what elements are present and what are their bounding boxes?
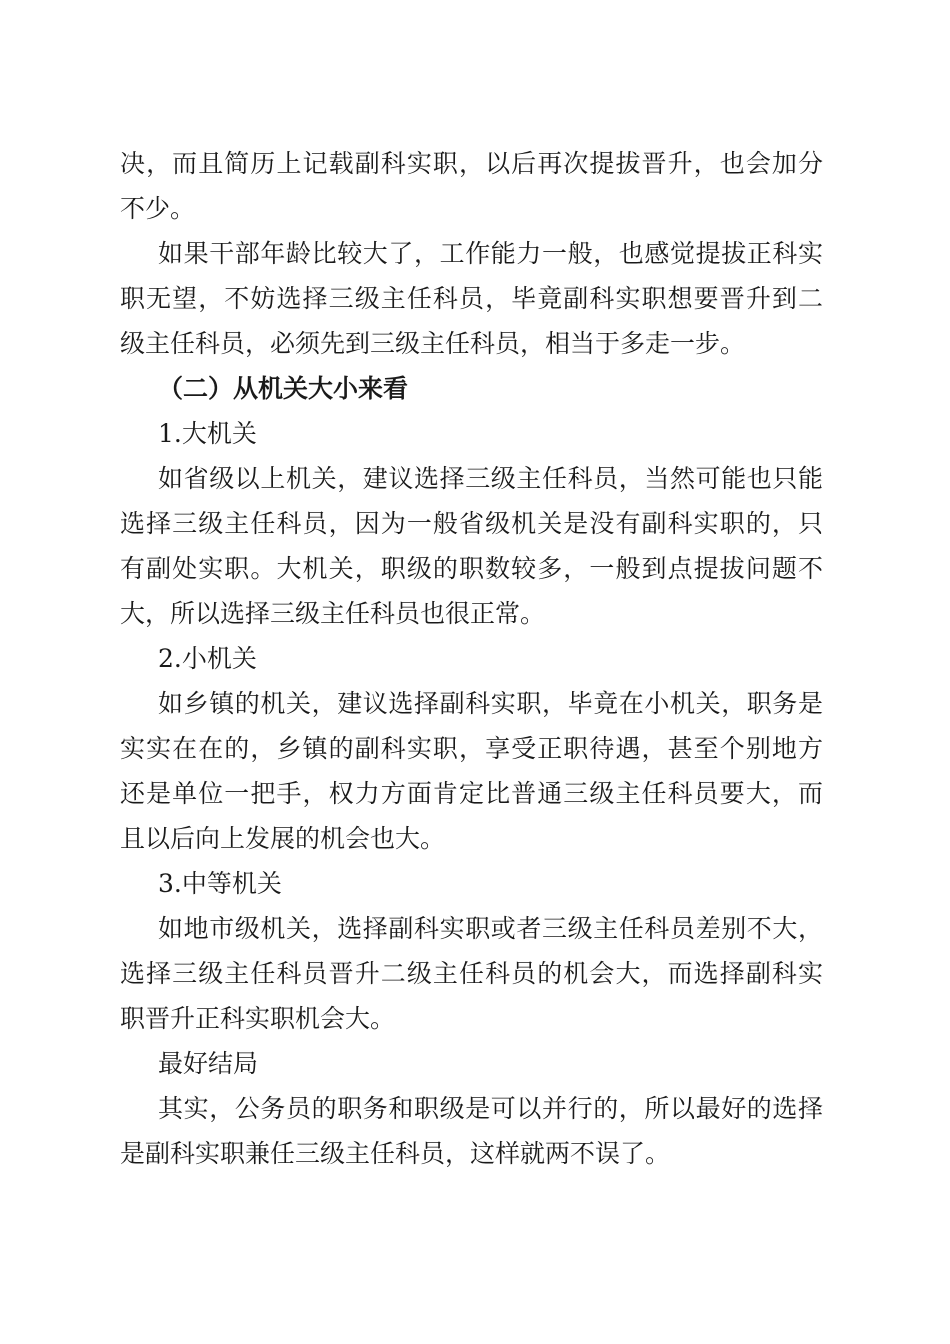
paragraph-line: 如乡镇的机关，建议选择副科实职，毕竟在小机关，职务是	[158, 689, 823, 718]
subsection-heading: 2.小机关	[158, 644, 257, 673]
paragraph-line: 大，所以选择三级主任科员也很正常。	[120, 599, 546, 628]
paragraph-line: 级主任科员，必须先到三级主任科员，相当于多走一步。	[120, 329, 746, 358]
paragraph-line: 如果干部年龄比较大了，工作能力一般，也感觉提拔正科实	[158, 239, 823, 268]
paragraph-line: 如省级以上机关，建议选择三级主任科员，当然可能也只能	[158, 464, 823, 493]
paragraph-line: 职无望，不妨选择三级主任科员，毕竟副科实职想要晋升到二	[120, 284, 823, 313]
paragraph-line: 实实在在的，乡镇的副科实职，享受正职待遇，甚至个别地方	[120, 734, 823, 763]
paragraph-line: 有副处实职。大机关，职级的职数较多，一般到点提拔问题不	[120, 554, 823, 583]
paragraph-line: 选择三级主任科员晋升二级主任科员的机会大，而选择副科实	[120, 959, 823, 988]
paragraph-line: 如地市级机关，选择副科实职或者三级主任科员差别不大，	[158, 914, 823, 943]
paragraph-line: 职晋升正科实职机会大。	[120, 1004, 396, 1033]
paragraph-line: 不少。	[120, 194, 196, 223]
subsection-heading: 3.中等机关	[158, 869, 282, 898]
paragraph-line: 决，而且简历上记载副科实职，以后再次提拔晋升，也会加分	[120, 149, 823, 178]
paragraph-line: 其实，公务员的职务和职级是可以并行的，所以最好的选择	[158, 1094, 823, 1123]
paragraph-line: 还是单位一把手，权力方面肯定比普通三级主任科员要大，而	[120, 779, 823, 808]
subsection-heading: 1.大机关	[158, 419, 257, 448]
paragraph-line: 选择三级主任科员，因为一般省级机关是没有副科实职的，只	[120, 509, 823, 538]
subsection-heading: 最好结局	[158, 1049, 259, 1078]
paragraph-line: 且以后向上发展的机会也大。	[120, 824, 446, 853]
section-heading: （二）从机关大小来看	[158, 374, 409, 403]
paragraph-line: 是副科实职兼任三级主任科员，这样就两不误了。	[120, 1139, 671, 1168]
